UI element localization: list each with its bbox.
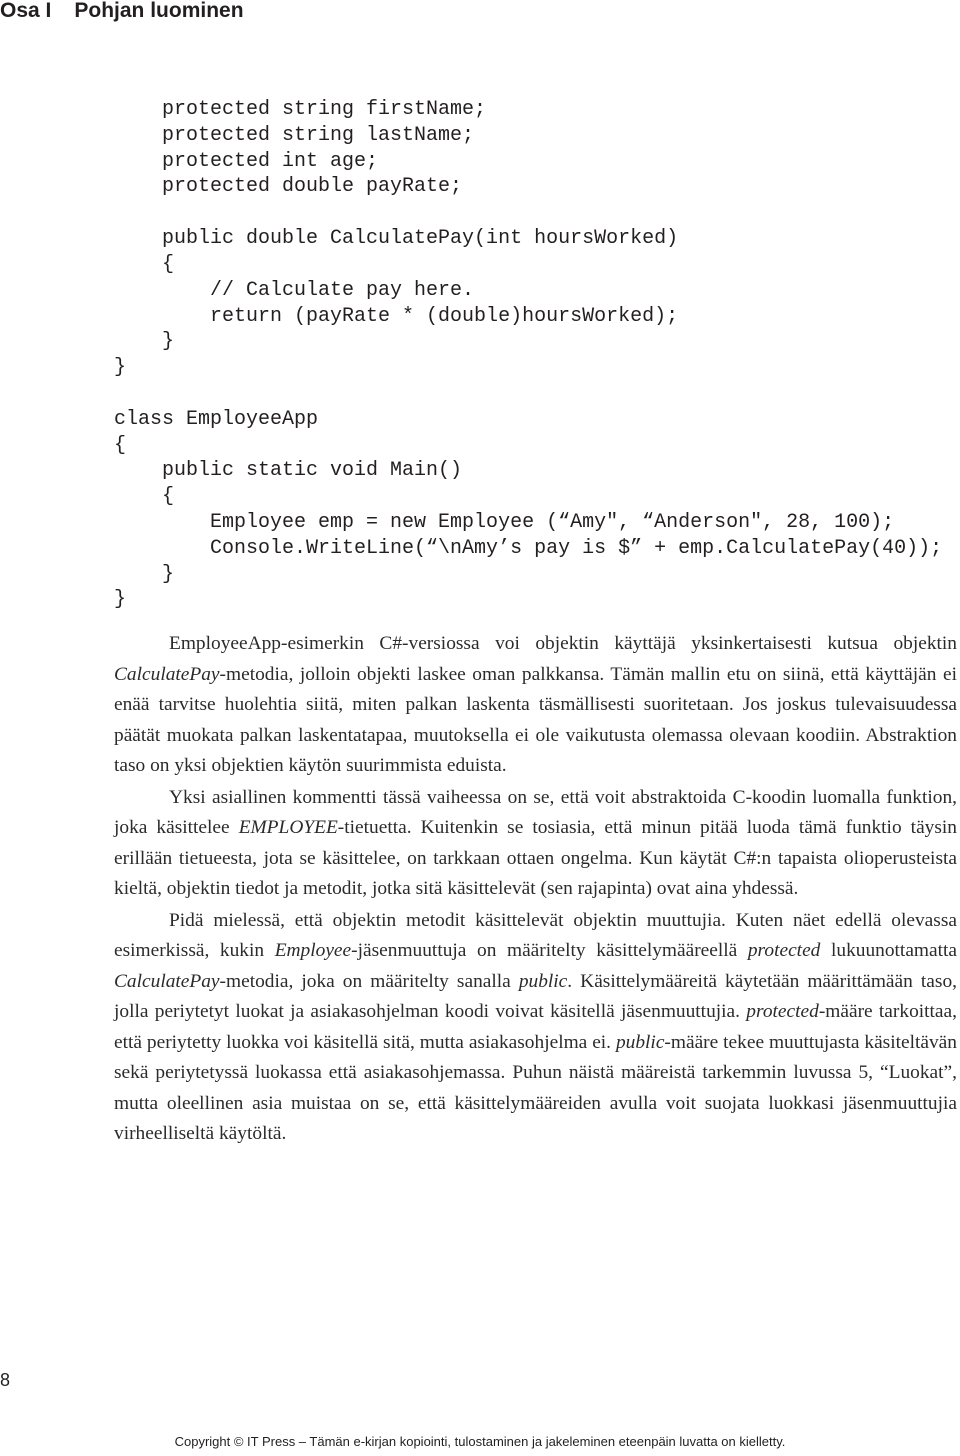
paragraph-2: Yksi asiallinen kommentti tässä vaiheessa on se, että voit abstraktoida C-koodin luomalla funktion, joka käsittelee EMPLOYEE-tietuetta. Kuitenkin se tosiasia, että minun pitää luoda tämä funktio täysin erillään tietueesta, jota se käsittelee, on tarkkaan ottaen ongelma. Kun käytät C#:n tapaista olioperusteista kieltä, objektin tiedot ja metodit, jotka sitä käsittelevät (sen rajapinta) ovat aina yhdessä.: [114, 786, 957, 899]
running-head: [0, 0, 244, 28]
code-line: public double CalculatePay(int hoursWorked): [114, 227, 679, 251]
code-line: }: [114, 588, 127, 612]
paragraph-3: Pidä mielessä, että objektin metodit käsittelevät objektin muuttujia. Kuten näet edellä olevassa esimerkissä, kukin Employee-jäsenmuuttuja on määritelty käsittelymääreellä protected lukuunottamatta CalculatePay-metodia, joka on määritelty sanalla public. Käsittelymääreitä käytetään määrittämään taso, jolla periytetyt luokat ja asiakasohjelman koodi voivat käsitellä jäsenmuuttujia. protected-määre tarkoittaa, että periytetty luokka voi käsitellä sitä, mutta asiakasohjelma ei. public-määre tekee muuttujasta käsiteltävän sekä periytetyssä luokassa että asiakasohjemassa. Puhun näistä määreistä tarkemmin luvussa 5, “Luokat”, mutta oleellinen asia muistaa on se, että käsittelymääreiden avulla voit suojata luokkasi jäsenmuuttujia virheelliseltä käytöltä.: [114, 909, 957, 1144]
code-line: class EmployeeApp: [114, 407, 319, 431]
code-line: }: [114, 330, 175, 354]
code-line: }: [114, 562, 175, 586]
code-listing: [114, 97, 942, 613]
code-line: return (payRate * (double)hoursWorked);: [114, 304, 679, 328]
chapter-title: Pohjan luominen: [74, 0, 244, 22]
code-line: {: [114, 485, 175, 509]
code-line: // Calculate pay here.: [114, 278, 475, 302]
code-line: protected int age;: [114, 149, 379, 173]
code-term: protected: [747, 940, 821, 961]
page-number: 8: [0, 1370, 11, 1390]
code-term: public: [518, 970, 568, 992]
code-term: Employee: [274, 940, 352, 961]
code-line: protected string firstName;: [114, 98, 487, 121]
code-line: }: [114, 356, 127, 380]
part-label: Osa I: [0, 0, 52, 22]
code-term: protected: [746, 1001, 819, 1022]
paragraph-1: EmployeeApp-esimerkin C#-versiossa voi objektin käyttäjä yksinkertaisesti kutsua objektin CalculatePay-metodia, jolloin objekti laskee oman palkkansa. Tämän mallin etu on siinä, että käyttäjän ei enää tarvitse huolehtia siitä, miten palkan laskenta täsmällisesti suoritetaan. Jos joskus tulevaisuudessa päätät muokata palkan laskentatapaa, muutoksella ei ole vaikutusta olemassa olevaan koodiin. Abstraktion taso on yksi objektien käytön suurimmista eduista.: [114, 633, 957, 776]
copyright-footer: Copyright © IT Press – Tämän e-kirjan kopiointi, tulostaminen ja jakeleminen eteenpäin luvatta on kielletty.: [174, 1434, 786, 1449]
code-line: {: [114, 252, 175, 276]
code-line: {: [114, 433, 127, 457]
code-line: protected double payRate;: [114, 175, 463, 199]
code-term: CalculatePay: [114, 970, 220, 992]
code-term: CalculatePay: [114, 663, 220, 685]
code-line: public static void Main(): [114, 459, 463, 483]
code-line: protected string lastName;: [114, 123, 475, 147]
code-term: public: [615, 1031, 665, 1053]
body-text: [114, 629, 957, 1150]
code-line: Console.WriteLine(“\nAmy’s pay is $” + emp.CalculatePay(40));: [114, 536, 943, 560]
code-line: Employee emp = new Employee (“Amy", “Anderson", 28, 100);: [114, 511, 895, 534]
code-term: EMPLOYEE: [238, 817, 338, 838]
